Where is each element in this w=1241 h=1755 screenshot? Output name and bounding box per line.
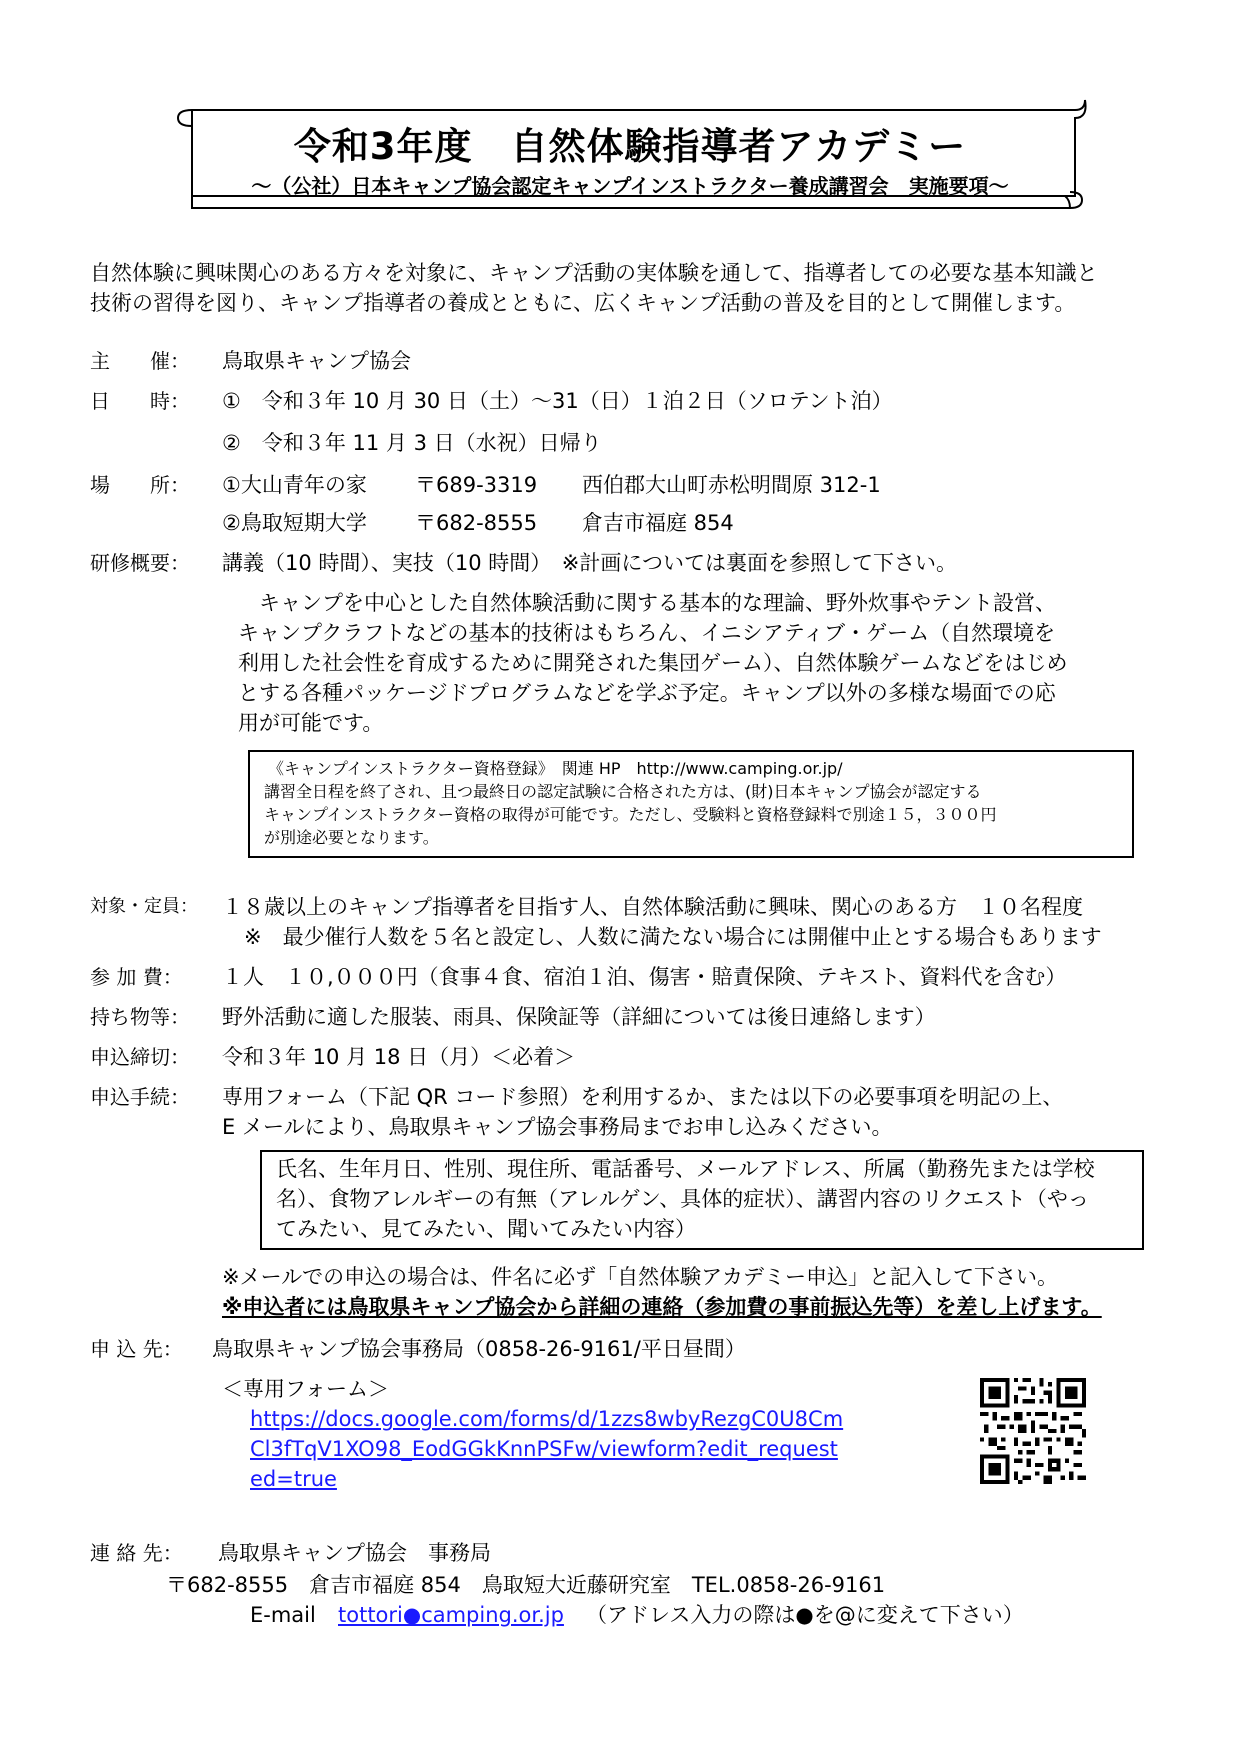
contact-org: 鳥取県キャンプ協会 事務局 (218, 1541, 491, 1565)
overview-body-1: キャンプを中心とした自然体験活動に関する基本的な理論、野外炊事やテント設営、 (238, 591, 1056, 615)
fee-value: １人 １０,０００円（食事４食、宿泊１泊、傷害・賠責保険、テキスト、資料代を含む） (222, 965, 1067, 989)
contact-address: 〒682-8555 倉吉市福庭 854 鳥取短大近藤研究室 TEL.0858-26-9161 (166, 1573, 886, 1597)
form-label: ＜専用フォーム＞ (222, 1377, 389, 1401)
apply-to-label: 申 込 先： (90, 1337, 183, 1361)
page-subtitle: ～（公社）日本キャンプ協会認定キャンプインストラクター養成講習会 実施要項～ (251, 174, 1009, 198)
form-url-line-3[interactable]: ed=true (250, 1467, 337, 1491)
datetime-item-2: ② 令和３年 11 月 3 日（水祝）日帰り (222, 431, 602, 455)
overview-body-5: 用が可能です。 (238, 711, 384, 735)
target-label: 対象・定員： (90, 896, 198, 917)
page-title: 令和3年度 自然体験指導者アカデミー (293, 125, 967, 168)
procedure-label: 申込手続： (90, 1085, 190, 1109)
overview-label: 研修概要： (90, 551, 190, 575)
target-note: ※ 最少催行人数を５名と設定し、人数に満たない場合には開催中止とする場合もあります (244, 925, 1102, 949)
title-banner (170, 96, 1090, 214)
overview-body-3: 利用した社会性を育成するために開発された集団ゲーム）、自然体験ゲームなどをはじめ (238, 651, 1068, 675)
overview-body-2: キャンプクラフトなどの基本的技術はもちろん、イニシアティブ・ゲーム（自然環境を (238, 621, 1056, 645)
belongings-value: 野外活動に適した服装、雨具、保険証等（詳細については後日連絡します） (222, 1005, 936, 1029)
required-info-line-2: 名）、食物アレルギーの有無（アレルゲン、具体的症状）、講習内容のリクエスト（やっ (276, 1187, 1089, 1211)
venue-1-name: ①大山青年の家 (222, 473, 367, 497)
email-label: E-mail (250, 1603, 316, 1627)
email-note: （アドレス入力の際は●を@に変えて下さい） (586, 1603, 1024, 1627)
datetime-item-1: ① 令和３年 10 月 30 日（土）～31（日）１泊２日（ソロテント泊） (222, 389, 893, 413)
form-url-line-1[interactable]: https://docs.google.com/forms/d/1zzs8wbyRezgC0U8Cm (250, 1407, 844, 1431)
required-info-line-1: 氏名、生年月日、性別、現住所、電話番号、メールアドレス、所属（勤務先または学校 (276, 1157, 1095, 1181)
qualification-line-3: キャンプインストラクター資格の取得が可能です。ただし、受験料と資格登録料で別途１５，３００円 (264, 805, 997, 824)
intro-line-2: 技術の習得を図り、キャンプ指導者の養成とともに、広くキャンプ活動の普及を目的として開催します。 (90, 291, 1076, 315)
venue-1-address: 西伯郡大山町赤松明間原 312-1 (582, 473, 881, 497)
target-value: １８歳以上のキャンプ指導者を目指す人、自然体験活動に興味、関心のある方 １０名程度 (222, 895, 1083, 919)
qr-code[interactable] (980, 1378, 1086, 1484)
qualification-line-4: が別途必要となります。 (264, 828, 439, 847)
form-url-line-2[interactable]: Cl3fTqV1XO98_EodGGkKnnPSFw/viewform?edit_request (250, 1437, 838, 1461)
organizer-label: 主 催： (90, 349, 190, 373)
deadline-label: 申込締切： (90, 1045, 190, 1069)
venue-2-zip: 〒682-8555 (415, 511, 538, 535)
qualification-box (248, 750, 1134, 858)
procedure-note-2: ※申込者には鳥取県キャンプ協会から詳細の連絡（参加費の事前振込先等）を差し上げます。 (222, 1295, 1102, 1319)
required-info-line-3: てみたい、見てみたい、聞いてみたい内容） (276, 1217, 696, 1241)
apply-to-value: 鳥取県キャンプ協会事務局（0858-26-9161/平日昼間） (212, 1337, 746, 1361)
required-info-box (260, 1150, 1144, 1250)
email-link[interactable]: tottori●camping.or.jp (338, 1603, 564, 1627)
venue-2-address: 倉吉市福庭 854 (582, 511, 734, 535)
intro-line-1: 自然体験に興味関心のある方々を対象に、キャンプ活動の実体験を通して、指導者しての必要な基本知識と (90, 261, 1098, 285)
venue-2-name: ②鳥取短期大学 (222, 511, 367, 535)
procedure-note-1: ※メールでの申込の場合は、件名に必ず「自然体験アカデミー申込」と記入して下さい。 (222, 1265, 1058, 1289)
venue-label: 場 所： (90, 473, 190, 497)
datetime-label: 日 時： (90, 389, 190, 413)
procedure-line-2: E メールにより、鳥取県キャンプ協会事務局までお申し込みください。 (222, 1115, 893, 1139)
qualification-line-1: 《キャンプインストラクター資格登録》 関連 HP http://www.camping.or.jp/ (268, 759, 843, 778)
belongings-label: 持ち物等： (90, 1005, 190, 1029)
organizer-value: 鳥取県キャンプ協会 (222, 349, 411, 373)
fee-label: 参 加 費： (90, 965, 183, 989)
overview-summary: 講義（10 時間）、実技（10 時間） ※計画については裏面を参照して下さい。 (222, 551, 957, 575)
overview-body-4: とする各種パッケージドプログラムなどを学ぶ予定。キャンプ以外の多様な場面での応 (238, 681, 1056, 705)
deadline-value: 令和３年 10 月 18 日（月）＜必着＞ (222, 1045, 576, 1069)
venue-1-zip: 〒689-3319 (415, 473, 538, 497)
contact-label: 連 絡 先： (90, 1541, 183, 1565)
procedure-line-1: 専用フォーム（下記 QR コード参照）を利用するか、または以下の必要事項を明記の上、 (222, 1085, 1064, 1109)
qualification-line-2: 講習全日程を終了され、且つ最終日の認定試験に合格された方は、(財)日本キャンプ協会が認定する (264, 782, 982, 801)
